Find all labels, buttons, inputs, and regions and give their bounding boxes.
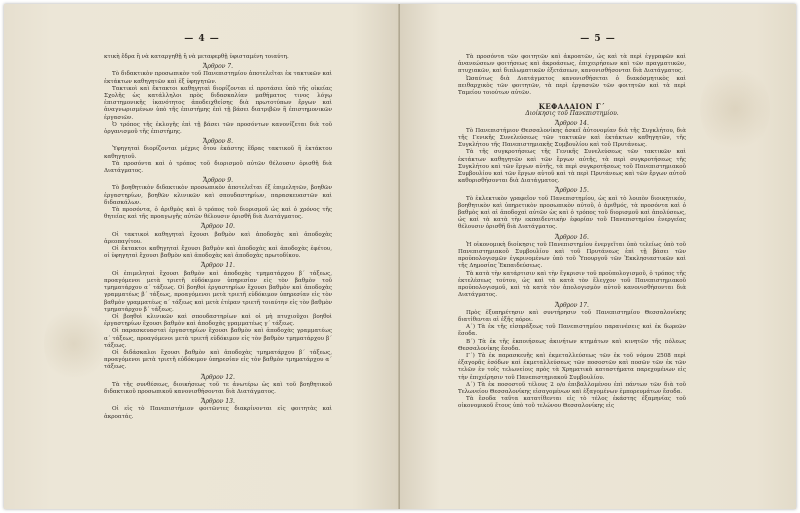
article-heading: Ἄρθρον 10. (201, 223, 235, 231)
article-paragraph: Α΄) Τὰ ἐκ τῆς εἰσπράξεως τοῦ Πανεπιστημίου παραινέσεις καὶ ἐκ δωρεῶν ἔσοδα. (458, 324, 686, 338)
article-heading: Ἄρθρον 8. (203, 138, 233, 146)
article-paragraph: Τὰ ἔσοδα ταῦτα κατατίθενται εἰς τὸ τέλος ἑκάστης ἐξαμηνίας τοῦ οἰκονομικοῦ ἔτους ὑπὸ τοῦ τελώνου Θεσσαλονίκης εἰς (458, 396, 686, 410)
right-page (400, 4, 796, 509)
article-paragraph: Οἱ τακτικοὶ καθηγηταὶ ἔχουσι βαθμὸν καὶ ἀποδοχὰς καὶ ἀποδοχὰς ἀρεοπαγίτου. (104, 231, 332, 245)
article-paragraph: Τὸ βοηθητικὸν διδακτικὸν προσωπικὸν ἀποτελεῖται ἐξ ἐπιμελητῶν, βοηθῶν ἐργαστηρίων, βοηθῶν κλινικῶν καὶ σπουδαστηρίων, παρασκευαστῶν καὶ διδασκάλων. (104, 185, 332, 206)
article-paragraph: Οἱ ἔκτακτοι καθηγηταὶ ἔχουσι βαθμὸν καὶ ἀποδοχὰς καὶ ἀποδοχὰς ἐφέτου, οἱ ὑφηγηταὶ ἔχουσι βαθμὸν καὶ ἀποδοχὰς καὶ ἀποδοχὰς πρωτοδίκου. (104, 246, 332, 260)
article-paragraph: Ὑφηγηταὶ διορίζονται μέχρις ὅτου ἐκάστης ἕδρας τακτικοῦ ἢ ἐκτάκτου καθηγητοῦ. (104, 146, 332, 160)
article-paragraph: Τὰ προσόντα καὶ ὁ τρόπος τοῦ διορισμοῦ αὐτῶν θέλουσιν ὁρισθῆ διὰ Διατάγματος. (104, 160, 332, 175)
article-heading: Ἄρθρον 17. (555, 301, 589, 309)
left-page-number: — 4 — (184, 34, 220, 44)
article-paragraph: Οἱ ἐπιμεληταὶ ἔχουσι βαθμὸν καὶ ἀποδοχὰς τμηματάρχου β΄ τάξεως, προαγόμενοι μετὰ τριετῆ εὐδόκιμον ὑπηρεσίαν εἰς τὸν βαθμὸν τοῦ τμηματάρχου α΄ τάξεως. Οἱ βοηθοὶ ἐργαστηρίων ἔχουσι βαθμὸν καὶ ἀποδοχὰς γραμματέως β΄ τάξεως, προαγόμενοι μετὰ τριετῆ εὐδόκιμον ὑπηρεσίαν εἰς τὸν βαθμὸν γραμματέως α΄ τάξεως καὶ μετὰ ἑτέραν τριετῆ τοιαύτην εἰς τὸν βαθμὸν τμηματάρχου β΄ τάξεως. (104, 270, 332, 313)
article-paragraph: Πρὸς ἐξυπηρέτησιν καὶ συντήρησιν τοῦ Πανεπιστημίου Θεσσαλονίκης διατίθενται αἱ ἐξῆς πόροι. (458, 309, 686, 323)
chapter-title: ΚΕΦΑΛΑΙΟΝ Γ΄ (538, 102, 606, 112)
article-paragraph: Οἱ βοηθοὶ κλινικῶν καὶ σπουδαστηρίων καὶ οἱ μὴ πτυχιοῦχοι βοηθοὶ ἐργαστηρίων ἔχουσι βαθμὸν καὶ ἀποδοχὰς γραμματέως γ΄ τάξεως. (104, 313, 332, 328)
article-heading: Ἄρθρον 12. (201, 373, 235, 381)
book-spread (4, 4, 796, 509)
article-paragraph: Τὰ κατὰ τὴν κατάρτισιν καὶ τὴν ἔγκρισιν τοῦ προϋπολογισμοῦ, ὁ τρόπος τῆς ἐκτελέσεως τούτου, ὡς καὶ τὰ κατὰ τὸν ἔλεγχον τοῦ Πανεπιστημιακοῦ προϋπολογισμοῦ, καὶ τὰ κατὰ τὸν ἀπολογισμὸν αὐτοῦ κανονισθήσονται διὰ Διατάγματος. (458, 270, 686, 299)
article-paragraph: Τὸ διδακτικὸν προσωπικὸν τοῦ Πανεπιστημίου ἀποτελεῖται ἐκ τακτικῶν καὶ ἐκτάκτων καθηγητῶν καὶ ἐξ ὑφηγητῶν. (104, 71, 332, 85)
article-paragraph: Οἱ εἰς τὸ Πανεπιστήμιον φοιτῶντες διακρίνονται εἰς φοιτητὰς καὶ ἀκροατάς. (104, 406, 332, 420)
article-heading: Ἄρθρον 9. (203, 177, 233, 185)
left-page (4, 4, 400, 509)
article-heading: Ἄρθρον 11. (201, 262, 235, 270)
article-paragraph: Ὁ τρόπος τῆς ἐκλογῆς ἐπὶ τῇ βάσει τῶν προσόντων κανονίζεται διὰ τοῦ ὀργανισμοῦ τῆς ἐπιστήμης. (104, 121, 332, 136)
article-paragraph: Ἡ οἰκονομικὴ διοίκησις τοῦ Πανεπιστημίου ἐνεργεῖται ὑπὸ τελείως ὑπὸ τοῦ Πανεπιστημιακοῦ Συμβουλίου καὶ τοῦ Πρυτάνεως ἐπὶ τῇ βάσει τῶν προϋπολογισμῶν ἐγκρινομένων ὑπὸ τοῦ Ὑπουργοῦ τῶν Ἐκκλησιαστικῶν καὶ τῆς Δημοσίας Ἐκπαιδεύσεως. (458, 241, 686, 270)
article-paragraph: Τὰ τῆς συγκροτήσεως τῆς Γενικῆς Συνελεύσεως τῶν τακτικῶν καὶ ἐκτάκτων καθηγητῶν καὶ τῶν ἔργων αὐτῆς, τὰ περὶ συγκροτήσεως τῆς Συγκλήτου καὶ τῶν ἔργων αὐτῆς, τὰ περὶ συγκροτήσεως τοῦ Πανεπιστημιακοῦ Συμβουλίου καὶ τῶν ἔργων αὐτοῦ καὶ τὰ περὶ Πρυτάνεως καὶ τῶν ἔργων αὐτοῦ καθορισθήσονται διὰ Διατάγματος. (458, 149, 686, 185)
article-heading: Ἄρθρον 14. (555, 119, 589, 127)
left-page-text (104, 54, 332, 421)
article-paragraph: Τὰ τῆς συνθέσεως, διοικήσεως τοῦ τε ἀνωτέρω ὡς καὶ τοῦ βοηθητικοῦ διδακτικοῦ προσωπικοῦ κανονισθήσονται διὰ Διατάγματος. (104, 381, 332, 395)
article-paragraph: Β΄) Τὰ ἐκ τῆς ἐκποιήσεως ἀκινήτων κτημάτων καὶ κινητῶν τῆς πόλεως Θεσσαλονίκης ἔσοδα. (458, 338, 686, 352)
article-paragraph: Γ΄) Τὰ ἐκ παρασκευῆς καὶ ἐκμεταλλεύσεως τῶν ἐκ τοῦ νόμου 2508 περὶ ἐξαγορᾶς ἐσόδων καὶ ἐκμεταλλεύσεως τῶν ποσοστῶν καὶ ποσῶν τῶν ἐκ τῶν τελῶν ἐν τοῖς τελωνείοις πρὸς τὰ Χρηματικὰ καταστήματα παρεχομένων εἰς τὴν ἐπιχείρησιν τοῦ Πανεπιστημιακοῦ Συμβουλίου. (458, 352, 686, 381)
chapter-subtitle: Διοίκησις τοῦ Πανεπιστημίου. (525, 110, 619, 118)
article-paragraph: Τὸ ἐκλεκτικὸν γραφεῖον τοῦ Πανεπιστημίου, ὡς καὶ τὸ λοιπὸν διοικητικόν, βοηθητικὸν καὶ ὑπηρετικὸν προσωπικὸν αὐτοῦ, ὁ ἀριθμός, τὰ προσόντα καὶ ὁ βαθμὸς καὶ αἱ ἀποδοχαὶ αὐτῶν ὡς καὶ ὁ τρόπος τοῦ διορισμοῦ καὶ ἀπολύσεως, ὡς καὶ τὰ κατὰ τὴν εκπαιδευτικὴν ἐφορίαν τοῦ Πανεπιστημίου ἐνεργείας θέλουσιν ὁρισθῆ διὰ Διατάγματος. (458, 195, 686, 231)
right-page-text (458, 54, 686, 411)
article-paragraph: Οἱ διδάσκαλοι ἔχουσι βαθμὸν καὶ ἀποδοχὰς τμηματάρχου β΄ τάξεως, προαγόμενοι μετὰ τριετῆ εὐδόκιμον ὑπηρεσίαν εἰς τὸν βαθμὸν τμηματάρχου α΄ τάξεως. (104, 349, 332, 371)
right-opening-paragraph: Τὰ προσόντα τῶν φοιτητῶν καὶ ἀκροατῶν, ὡς καὶ τὰ περὶ ἐγγραφῶν καὶ ἀνανεώσεων φοιτήσεως καὶ ἀκροάσεως, ἐπιχειρήσεων καὶ τῶν πραγματικῶν, πτυχιακῶν, καὶ διπλωματικῶν ἐξετάσεων, κανονισθήσονται διὰ Διατάγματος. (458, 54, 686, 75)
article-paragraph: Δ΄) Τὰ ἐκ ποσοστοῦ τέλους 2 ο/ο ἐπιβαλλομένου ἐπὶ πάντων τῶν διὰ τοῦ Τελωνείου Θεσσαλονίκης εἰσαγομένων καὶ ἐξαγομένων ἐμπορευμάτων ἔσοδα. (458, 381, 686, 395)
article-heading: Ἄρθρον 7. (203, 63, 233, 71)
left-opening-line: κτικὴ ἕδρα ἢ νὰ καταργηθῇ ἢ νὰ μεταφερθῇ ὑφισταμένη τοιαύτη. (104, 54, 289, 60)
article-paragraph: Τακτικοὶ καὶ ἔκτακτοι καθηγηταὶ διορίζονται εἰ προτάσει ὑπὸ τῆς οἰκείας Σχολῆς ὡς κατάλληλοι πρὸς διδασκαλίαν μαθήματος τινος λόγῳ ἐπιστημονικῆς ἱκανότητος ἀποδειχθείσης διὰ πρωτοτύπων ἔργων καὶ ἀναγνωρισμένων ὑπὸ τῆς ἐπιστήμης ἐπὶ τῇ βάσει διατριβῶν ἢ ἐπιστημονικῶν ἐργασιῶν. (104, 85, 332, 121)
article-paragraph: Τὰ προσόντα, ὁ ἀριθμὸς καὶ ὁ τρόπος τοῦ διορισμοῦ ὡς καὶ ὁ χρόνος τῆς θητείας καὶ τῆς προαγωγῆς αὐτῶν θέλουσιν ὁρισθῆ διὰ Διατάγματος. (104, 207, 332, 221)
article-heading: Ἄρθρον 15. (555, 187, 589, 195)
article-heading: Ἄρθρον 13. (201, 398, 235, 406)
paper-stain (700, 64, 770, 154)
article-paragraph: Τὸ Πανεπιστήμιον Θεσσαλονίκης ἀσκεῖ ἀὐτονομίαν διὰ τῆς Συγκλήτου, διὰ τῆς Γενικῆς Συνελεύσεως τῶν τακτικῶν καὶ ἐκτάκτων καθηγητῶν, τῆς Συγκλήτου τῆς Πανεπιστημιακῆς Συμβουλίου καὶ τοῦ Πρυτάνεως. (458, 127, 686, 149)
right-page-number: — 5 — (580, 34, 616, 44)
right-opening-paragraph: Ὡσαύτως διὰ Διατάγματος κανονισθήσεται ὁ διακόσμητικὸς καὶ πειθαρχικὸς τῶν φοιτητῶν, τὰ περὶ ἐργασιῶν τῶν φοιτητῶν καὶ τὰ περὶ Ταμείου τοιούτων αὐτῶν. (458, 75, 686, 97)
article-paragraph: Οἱ παρασκευασταὶ ἐργαστηρίων ἔχουσι βαθμὸν καὶ ἀποδοχὰς γραμματέως α΄ τάξεως, προαγόμενοι μετὰ τριετῆ εὐδόκιμον εἰς τὸν βαθμὸν τμηματάρχου β΄ τάξεως. (104, 328, 332, 349)
article-heading: Ἄρθρον 16. (555, 233, 589, 241)
paper-stain (44, 304, 104, 384)
